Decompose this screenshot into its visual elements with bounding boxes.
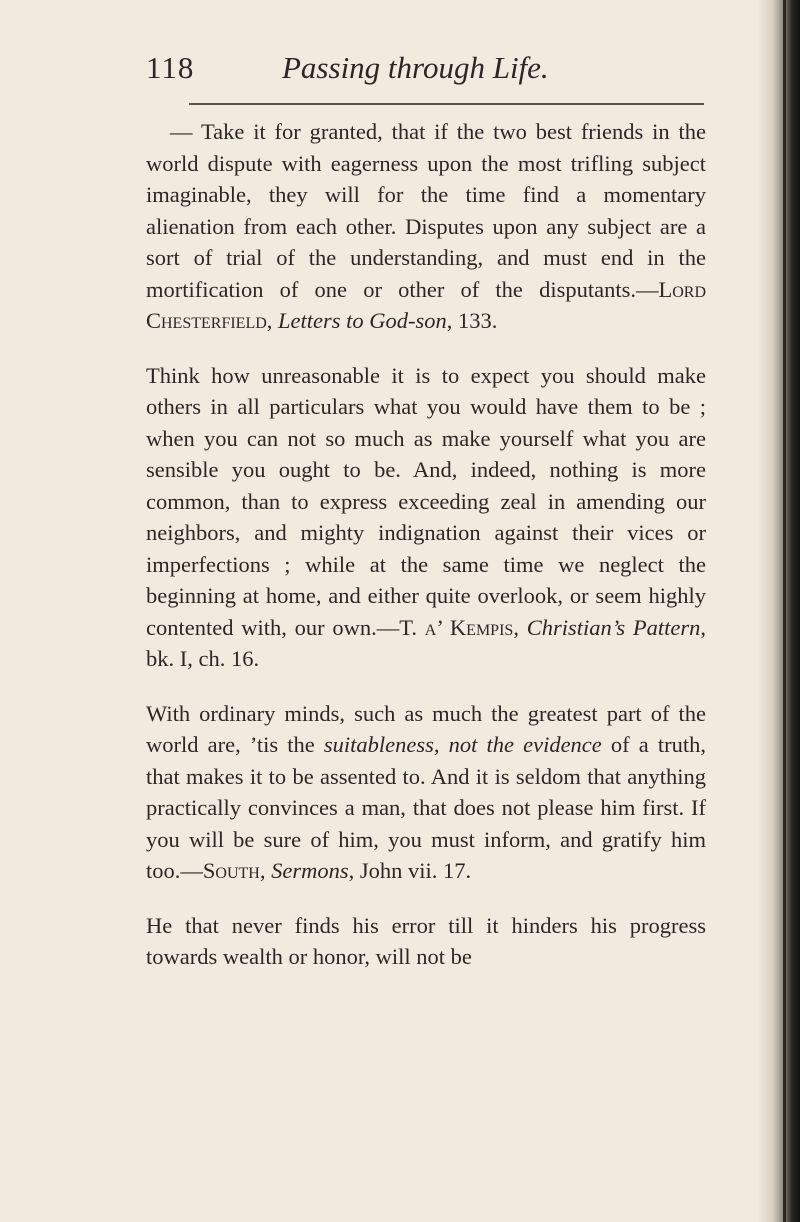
citation-separator: ,	[266, 308, 279, 333]
header-rule	[189, 103, 704, 105]
quote-author: Lord Chesterfield	[146, 276, 706, 333]
quote-work-title: Sermons	[271, 858, 349, 883]
book-spine-shadow	[758, 0, 800, 1222]
page-body	[146, 116, 706, 996]
quote-author: South	[202, 858, 260, 883]
quote-text: Think how unreasonable it is to expect you should make others in all particulars what you would have them to be ; when you can not so much as make yourself what you are sensible you ought to be. And, indeed, nothing is more common, than to express exceeding zeal in amending our neighbors, and mighty indignation against their vices or imperfections ; while at the same time we neglect the beginning at home, and either quite overlook, or seem highly contented with, our own.—	[146, 362, 706, 640]
quote-work-title: Christian’s Pattern	[526, 614, 701, 640]
quote-text: With ordinary minds, such as much the greatest part of the world are, ’tis the	[146, 700, 706, 757]
quote-text: — Take it for granted, that if the two best friends in the world dispute with eagerness upon the most trifling subject imaginable, they will for the time find a momentary alienation from each other. Disputes upon any subject are a sort of trial of the understanding, and must end in the mortification of one or other of the disputants.—	[146, 119, 706, 302]
quote-text-continued: of a truth, that makes it to be assented to. And it is seldom that anything practically convinces a man, that does not please him first. If you will be sure of him, you must inform, and gratify him too.—	[146, 732, 706, 883]
quote-author: T. a’ Kempis	[399, 614, 514, 640]
quote-reference: , 133.	[446, 308, 498, 333]
quote-paragraph-2	[146, 360, 706, 675]
page-number: 118	[146, 50, 195, 85]
running-title: Passing through Life.	[282, 50, 549, 85]
quote-work-title: Letters to God-son	[278, 308, 447, 333]
citation-separator: ,	[259, 858, 272, 883]
quote-reference: , John vii. 17.	[348, 858, 472, 883]
book-binding-edge	[783, 0, 786, 1222]
quote-paragraph-3	[146, 698, 706, 887]
quote-paragraph-1	[146, 116, 706, 337]
citation-separator: ,	[513, 614, 527, 640]
quote-reference: , bk. I, ch. 16.	[146, 614, 706, 671]
quote-text: He that never finds his error till it hinders his progress towards wealth or honor, will not be	[146, 912, 706, 969]
quote-emphasis: suitableness, not the evidence	[323, 732, 602, 757]
page-header	[0, 50, 760, 100]
quote-paragraph-4	[146, 910, 706, 973]
